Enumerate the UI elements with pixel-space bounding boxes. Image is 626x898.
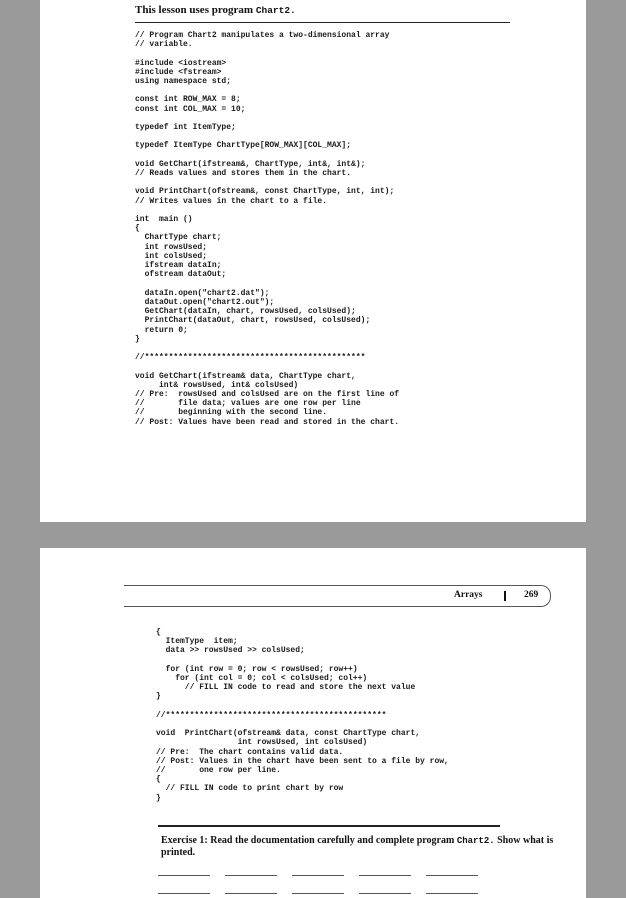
running-header	[124, 585, 551, 607]
answer-blank	[426, 875, 478, 876]
intro-rule	[135, 22, 510, 23]
answer-blank	[359, 893, 411, 894]
intro-program-name: Chart2.	[255, 5, 296, 16]
answer-blank	[158, 893, 210, 894]
answer-blank	[292, 875, 344, 876]
code-listing-part2: { ItemType item; data >> rowsUsed >> colsUsed; for (int row = 0; row < rowsUsed; row++) for (int col = 0; col < colsUsed; col++) // FILL IN code to read and store the next value } //********************************************** void PrintChart(ofstream& data, const ChartType chart, int rowsUsed, int colsUsed) // Pre: The chart contains valid data. // Post: Values in the chart have been sent to a file by row, // one row per line. { // FILL IN code to print chart by row }	[156, 628, 449, 803]
answer-blank	[225, 893, 277, 894]
header-separator	[504, 591, 506, 601]
header-page-number: 269	[524, 590, 539, 600]
answer-blank	[158, 875, 210, 876]
exercise-rule	[158, 825, 500, 827]
code-listing-part1: // Program Chart2 manipulates a two-dimensional array // variable. #include <iostream> #include <fstream> using namespace std; const int ROW_MAX = 8; const int COL_MAX = 10; typedef int ItemType; typedef ItemType ChartType[ROW_MAX][COL_MAX]; void GetChart(ifstream&, ChartType, int&, int&); // Reads values and stores them in the chart. void PrintChart(ofstream&, const ChartType, int, int); // Writes values in the chart to a file. int main () { ChartType chart; int rowsUsed; int colsUsed; ifstream dataIn; ofstream dataOut; dataIn.open("chart2.dat"); dataOut.open("chart2.out"); GetChart(dataIn, chart, rowsUsed, colsUsed); PrintChart(dataOut, chart, rowsUsed, colsUsed); return 0; } //********************************************** void GetChart(ifstream& data, ChartType chart, int& rowsUsed, int& colsUsed) // Pre: rowsUsed and colsUsed are on the first line of // file data; values are one row per line // beginning with the second line. // Post: Values have been read and stored in the chart.	[135, 31, 400, 427]
intro-line	[135, 4, 296, 16]
exercise-program-name: Chart2.	[456, 836, 495, 846]
answer-blank	[359, 875, 411, 876]
exercise-text-end: Show what is printed.	[161, 835, 554, 858]
page-1	[40, 0, 586, 522]
page-2	[40, 548, 586, 898]
intro-text: This lesson uses program	[135, 4, 256, 16]
exercise-1	[161, 835, 561, 859]
header-chapter-title: Arrays	[454, 590, 483, 600]
exercise-text: Read the documentation carefully and complete program	[207, 835, 457, 846]
answer-blank	[292, 893, 344, 894]
exercise-label: Exercise 1:	[161, 835, 208, 846]
answer-blank	[225, 875, 277, 876]
answer-blank	[426, 893, 478, 894]
